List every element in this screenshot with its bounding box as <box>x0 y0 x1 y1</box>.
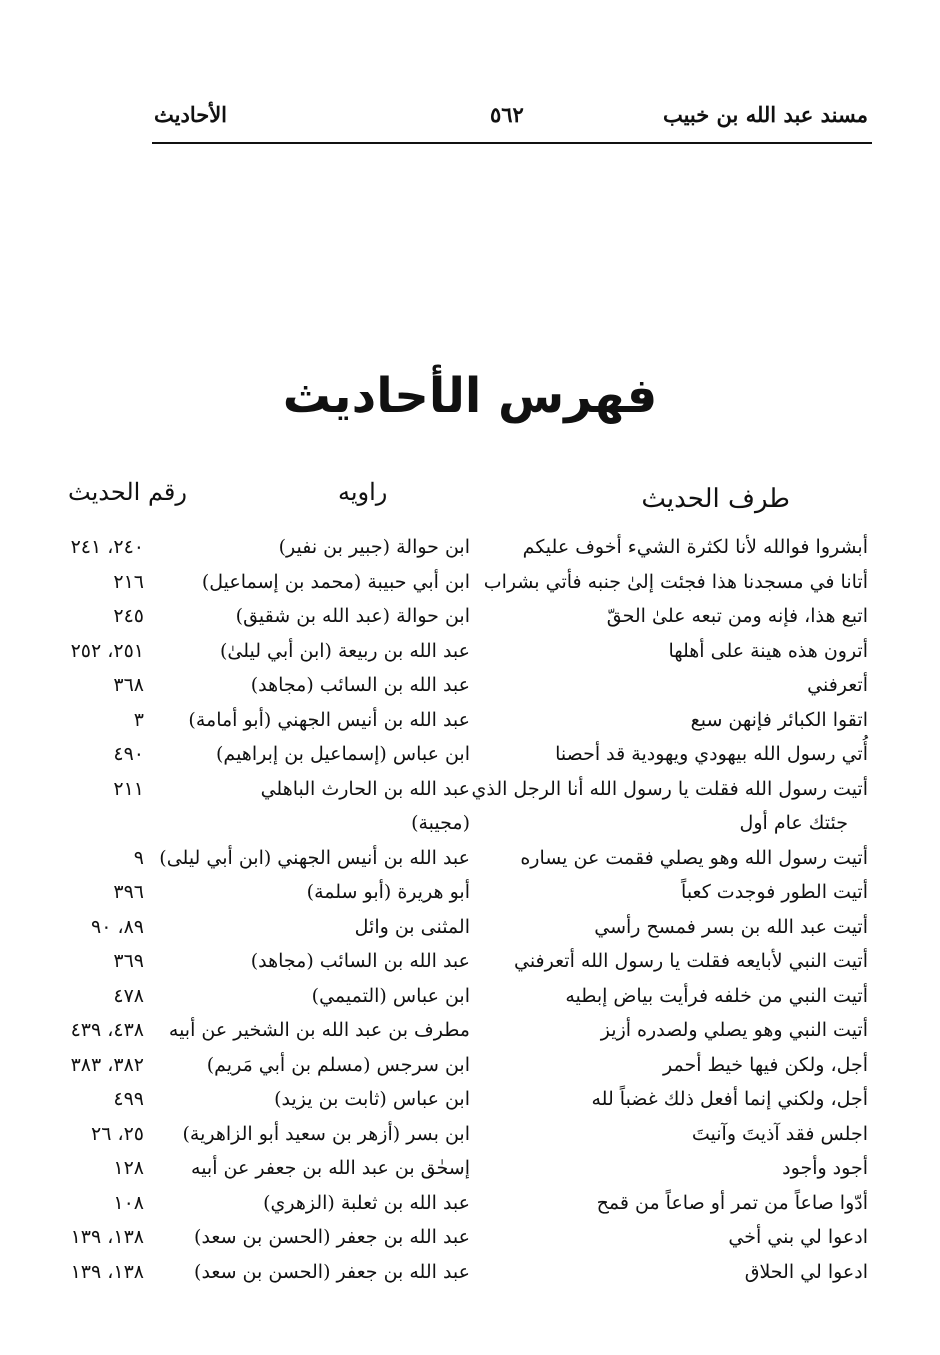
table-row <box>0 1186 940 1221</box>
hadith-rawi: ابن بسر (أزهر بن سعيد أبو الزاهرية) <box>182 1122 470 1145</box>
hadith-index-table <box>0 530 940 1289</box>
table-row <box>0 634 940 669</box>
hadith-tarf: أُتي رسول الله بيهودي ويهودية قد أحصنا <box>555 743 868 765</box>
hadith-number: ٨٩، ٩٠ <box>90 915 144 938</box>
table-row <box>0 944 940 979</box>
page-number: ٥٦٢ <box>490 102 524 127</box>
column-header-number: رقم الحديث <box>68 478 187 506</box>
hadith-rawi: عبد الله بن ثعلبة (الزهري) <box>263 1191 470 1214</box>
table-row <box>0 1048 940 1083</box>
table-row <box>0 668 940 703</box>
table-row <box>0 599 940 634</box>
book-title: مسند عبد الله بن خبيب <box>662 102 868 127</box>
hadith-tarf: اتبع هذا، فإنه ومن تبعه علىٰ الحقّ <box>606 605 868 627</box>
hadith-tarf: أتيت الطور فوجدت كعباً <box>681 881 868 903</box>
hadith-rawi: ابن سرجس (مسلم بن أبي مَريم) <box>206 1053 470 1076</box>
hadith-rawi: عبد الله بن أنيس الجهني (أبو أمامة) <box>188 708 470 731</box>
table-row <box>0 1255 940 1290</box>
table-row <box>0 1013 940 1048</box>
hadith-number: ٣ <box>133 708 144 731</box>
hadith-number: ١٠٨ <box>113 1191 144 1214</box>
hadith-rawi: عبد الله بن الحارث الباهلي <box>260 777 470 800</box>
hadith-rawi: ابن حوالة (جبير بن نفير) <box>278 536 470 558</box>
table-row <box>0 979 940 1014</box>
hadith-number: ٤٩٠ <box>113 743 144 765</box>
table-row <box>0 1151 940 1186</box>
hadith-tarf: جئتك عام أول <box>739 812 848 834</box>
hadith-rawi: عبد الله بن أنيس الجهني (ابن أبي ليلى) <box>159 846 470 869</box>
hadith-tarf: اجلس فقد آذيتَ وآنيتَ <box>691 1122 868 1145</box>
hadith-number: ١٣٨، ١٣٩ <box>70 1260 144 1283</box>
table-row <box>0 565 940 600</box>
hadith-number: ١٢٨ <box>113 1157 144 1179</box>
hadith-number: ٣٦٨ <box>113 674 144 696</box>
table-row <box>0 875 940 910</box>
hadith-tarf: أدّوا صاعاً من تمر أو صاعاً من قمح <box>596 1191 868 1214</box>
index-title: فهرس الأحاديث <box>282 368 658 424</box>
column-header-rawi: راويه <box>338 478 388 506</box>
hadith-tarf: أبشروا فوالله لأنا لكثرة الشيء أخوف عليكم <box>522 536 868 558</box>
table-row <box>0 703 940 738</box>
hadith-number: ٢١١ <box>113 777 144 800</box>
hadith-number: ٩ <box>133 846 144 869</box>
hadith-rawi: عبد الله بن السائب (مجاهد) <box>250 674 470 696</box>
hadith-tarf: أجل، ولكن فيها خيط أحمر <box>663 1053 868 1076</box>
hadith-number: ١٣٨، ١٣٩ <box>70 1226 144 1248</box>
table-row <box>0 772 940 807</box>
hadith-number: ٤٧٨ <box>113 984 144 1007</box>
hadith-rawi: أبو هريرة (أبو سلمة) <box>306 881 470 903</box>
table-row <box>0 910 940 945</box>
hadith-rawi: إسحٰق بن عبد الله بن جعفر عن أبيه <box>191 1157 470 1179</box>
running-header <box>152 98 872 144</box>
hadith-number: ٤٩٩ <box>113 1088 144 1110</box>
hadith-tarf: ادعوا لي الحلاق <box>744 1260 868 1283</box>
hadith-tarf: أتيت عبد الله بن بسر فمسح رأسي <box>594 915 868 938</box>
hadith-number: ٣٩٦ <box>113 881 144 903</box>
hadith-rawi: عبد الله بن جعفر (الحسن بن سعد) <box>194 1226 470 1248</box>
hadith-tarf: أجود وأجود <box>782 1157 868 1179</box>
hadith-number: ٣٨٢، ٣٨٣ <box>70 1053 144 1076</box>
hadith-tarf: أتيت النبي وهو يصلي ولصدره أزيز <box>600 1019 868 1041</box>
hadith-rawi: ابن أبي حبيبة (محمد بن إسماعيل) <box>201 570 470 593</box>
hadith-tarf: اتقوا الكبائر فإنهن سبع <box>690 708 868 731</box>
hadith-tarf: أتيت النبي لأبايعه فقلت يا رسول الله أتعرفني <box>513 950 868 972</box>
hadith-rawi: ابن عباس (إسماعيل بن إبراهيم) <box>216 743 470 765</box>
hadith-number: ٣٦٩ <box>113 950 144 972</box>
table-row <box>0 737 940 772</box>
hadith-rawi: (مجيبة) <box>411 812 470 834</box>
hadith-number: ٢٥١، ٢٥٢ <box>70 639 144 662</box>
hadith-rawi: المثنى بن وائل <box>354 915 470 938</box>
hadith-tarf: أتيت رسول الله فقلت يا رسول الله أنا الرجل الذي <box>471 777 868 800</box>
table-row <box>0 841 940 876</box>
hadith-rawi: ابن عباس (التميمي) <box>311 984 470 1007</box>
hadith-tarf: أتعرفني <box>807 674 868 696</box>
hadith-rawi: مطرف بن عبد الله بن الشخير عن أبيه <box>168 1019 470 1041</box>
hadith-tarf: أتانا في مسجدنا هذا فجئت إلىٰ جنبه فأتي بشراب <box>483 570 868 593</box>
hadith-tarf: ادعوا لي بني أخي <box>728 1226 868 1248</box>
hadith-tarf: أجل، ولكني إنما أفعل ذلك غضباً لله <box>591 1088 868 1110</box>
hadith-number: ٢٤٥ <box>113 605 144 627</box>
hadith-number: ٢٤٠، ٢٤١ <box>70 536 144 558</box>
hadith-rawi: عبد الله بن جعفر (الحسن بن سعد) <box>194 1260 470 1283</box>
table-row <box>0 1220 940 1255</box>
hadith-tarf: أترون هذه هينة على أهلها <box>668 639 868 662</box>
table-row <box>0 1082 940 1117</box>
hadith-tarf: أتيت رسول الله وهو يصلي فقمت عن يساره <box>520 846 868 869</box>
hadith-rawi: ابن حوالة (عبد الله بن شقيق) <box>235 605 470 627</box>
hadith-number: ٤٣٨، ٤٣٩ <box>70 1019 144 1041</box>
hadith-number: ٢٥، ٢٦ <box>90 1122 144 1145</box>
table-row <box>0 806 940 841</box>
hadith-rawi: ابن عباس (ثابت بن يزيد) <box>274 1088 470 1110</box>
section-title: الأحاديث <box>154 102 228 127</box>
hadith-number: ٢١٦ <box>113 570 144 593</box>
hadith-tarf: أتيت النبي من خلفه فرأيت بياض إبطيه <box>565 984 868 1007</box>
hadith-rawi: عبد الله بن ربيعة (ابن أبي ليلىٰ) <box>219 639 470 662</box>
table-row <box>0 530 940 565</box>
column-header-tarf: طرف الحديث <box>641 484 790 514</box>
table-row <box>0 1117 940 1152</box>
hadith-rawi: عبد الله بن السائب (مجاهد) <box>250 950 470 972</box>
